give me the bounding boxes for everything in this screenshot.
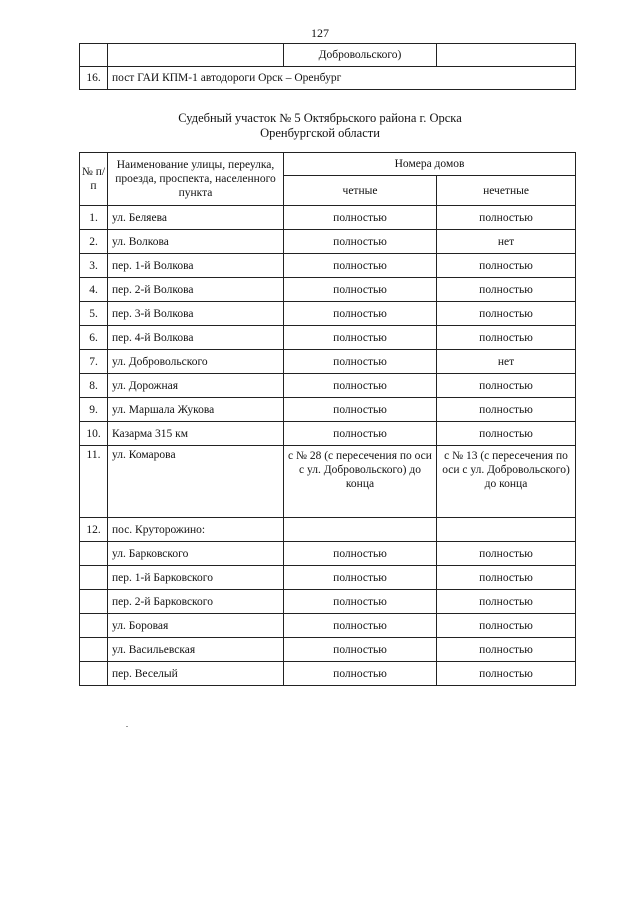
- street-name: пер. 1-й Волкова: [108, 254, 284, 278]
- table-row: [80, 230, 576, 254]
- row-number: [80, 614, 108, 638]
- table-row: [80, 422, 576, 446]
- street-name: пер. 3-й Волкова: [108, 302, 284, 326]
- odd-houses: [437, 518, 576, 542]
- row-number: [80, 542, 108, 566]
- table-row: [80, 326, 576, 350]
- even-houses: полностью: [284, 302, 437, 326]
- header-even: четные: [284, 176, 437, 206]
- table-header-row: [80, 153, 576, 176]
- row-number: 10.: [80, 422, 108, 446]
- odd-houses: полностью: [437, 638, 576, 662]
- table-row: [80, 206, 576, 230]
- even-houses: полностью: [284, 230, 437, 254]
- even-houses: полностью: [284, 254, 437, 278]
- table-row: [80, 278, 576, 302]
- even-houses: с № 28 (с пересечения по оси с ул. Добровольского) до конца: [284, 446, 437, 518]
- table-row: [80, 542, 576, 566]
- table-row: [80, 662, 576, 686]
- table-row: [80, 374, 576, 398]
- even-houses: полностью: [284, 326, 437, 350]
- even-houses: [284, 518, 437, 542]
- header-num: № п/п: [80, 153, 108, 206]
- row-number: [80, 590, 108, 614]
- table-row: [80, 350, 576, 374]
- table-row: [80, 398, 576, 422]
- row-16: [80, 67, 576, 90]
- odd-houses: полностью: [437, 542, 576, 566]
- table-row: [80, 638, 576, 662]
- table-row: [80, 254, 576, 278]
- header-odd: нечетные: [437, 176, 576, 206]
- odd-houses: полностью: [437, 206, 576, 230]
- street-name: пер. 2-й Барковского: [108, 590, 284, 614]
- row-number: [80, 566, 108, 590]
- street-name: ул. Маршала Жукова: [108, 398, 284, 422]
- row-number: 9.: [80, 398, 108, 422]
- cont-num-cell: [80, 44, 108, 67]
- even-houses: полностью: [284, 422, 437, 446]
- even-houses: полностью: [284, 566, 437, 590]
- row-number: 8.: [80, 374, 108, 398]
- street-name: ул. Беляева: [108, 206, 284, 230]
- section-caption-line1: Судебный участок № 5 Октябрьского района г. Орска: [178, 111, 462, 125]
- row-number: 16.: [80, 67, 108, 90]
- row-text: пост ГАИ КПМ-1 автодороги Орск – Оренбург: [108, 67, 576, 90]
- odd-houses: нет: [437, 350, 576, 374]
- table-row: [80, 566, 576, 590]
- even-houses: полностью: [284, 278, 437, 302]
- row-number: 3.: [80, 254, 108, 278]
- street-name: пер. Веселый: [108, 662, 284, 686]
- row-number: 12.: [80, 518, 108, 542]
- street-name: ул. Боровая: [108, 614, 284, 638]
- row-number: [80, 638, 108, 662]
- odd-houses: полностью: [437, 662, 576, 686]
- odd-houses: полностью: [437, 566, 576, 590]
- row-number: 6.: [80, 326, 108, 350]
- odd-houses: полностью: [437, 302, 576, 326]
- street-name: ул. Волкова: [108, 230, 284, 254]
- continuation-row: [80, 44, 576, 67]
- odd-houses: с № 13 (с пересечения по оси с ул. Добровольского) до конца: [437, 446, 576, 518]
- odd-houses: нет: [437, 230, 576, 254]
- scan-artifact: [126, 726, 128, 727]
- row-number: 4.: [80, 278, 108, 302]
- table-row: [80, 446, 576, 518]
- even-houses: полностью: [284, 542, 437, 566]
- even-houses: полностью: [284, 398, 437, 422]
- street-name: ул. Барковского: [108, 542, 284, 566]
- even-houses: полностью: [284, 350, 437, 374]
- even-houses: полностью: [284, 374, 437, 398]
- street-name: пос. Круторожино:: [108, 518, 284, 542]
- street-name: Казарма 315 км: [108, 422, 284, 446]
- odd-houses: полностью: [437, 326, 576, 350]
- street-name: пер. 4-й Волкова: [108, 326, 284, 350]
- street-name: пер. 1-й Барковского: [108, 566, 284, 590]
- table-row: [80, 518, 576, 542]
- street-name: ул. Васильевская: [108, 638, 284, 662]
- odd-houses: полностью: [437, 422, 576, 446]
- odd-houses: полностью: [437, 278, 576, 302]
- section-caption-line2: Оренбургской области: [260, 126, 380, 140]
- cont-odd-cell: [437, 44, 576, 67]
- row-number: 11.: [80, 446, 108, 518]
- odd-houses: полностью: [437, 614, 576, 638]
- even-houses: полностью: [284, 590, 437, 614]
- even-houses: полностью: [284, 638, 437, 662]
- row-number: [80, 662, 108, 686]
- street-name: ул. Дорожная: [108, 374, 284, 398]
- street-name: ул. Комарова: [108, 446, 284, 518]
- header-houses: Номера домов: [284, 153, 576, 176]
- cont-even-cell: Добровольского): [284, 44, 437, 67]
- table-row: [80, 614, 576, 638]
- cont-name-cell: [108, 44, 284, 67]
- page-number: 127: [311, 26, 329, 40]
- even-houses: полностью: [284, 614, 437, 638]
- odd-houses: полностью: [437, 374, 576, 398]
- table-row: [80, 302, 576, 326]
- streets-table: [79, 152, 576, 686]
- street-name: пер. 2-й Волкова: [108, 278, 284, 302]
- even-houses: полностью: [284, 662, 437, 686]
- odd-houses: полностью: [437, 398, 576, 422]
- street-name: ул. Добровольского: [108, 350, 284, 374]
- odd-houses: полностью: [437, 254, 576, 278]
- even-houses: полностью: [284, 206, 437, 230]
- odd-houses: полностью: [437, 590, 576, 614]
- row-number: 2.: [80, 230, 108, 254]
- row-number: 5.: [80, 302, 108, 326]
- table-row: [80, 590, 576, 614]
- row-number: 7.: [80, 350, 108, 374]
- header-name: Наименование улицы, переулка, проезда, проспекта, населенного пункта: [108, 153, 284, 206]
- row-number: 1.: [80, 206, 108, 230]
- previous-table-fragment: [79, 43, 576, 90]
